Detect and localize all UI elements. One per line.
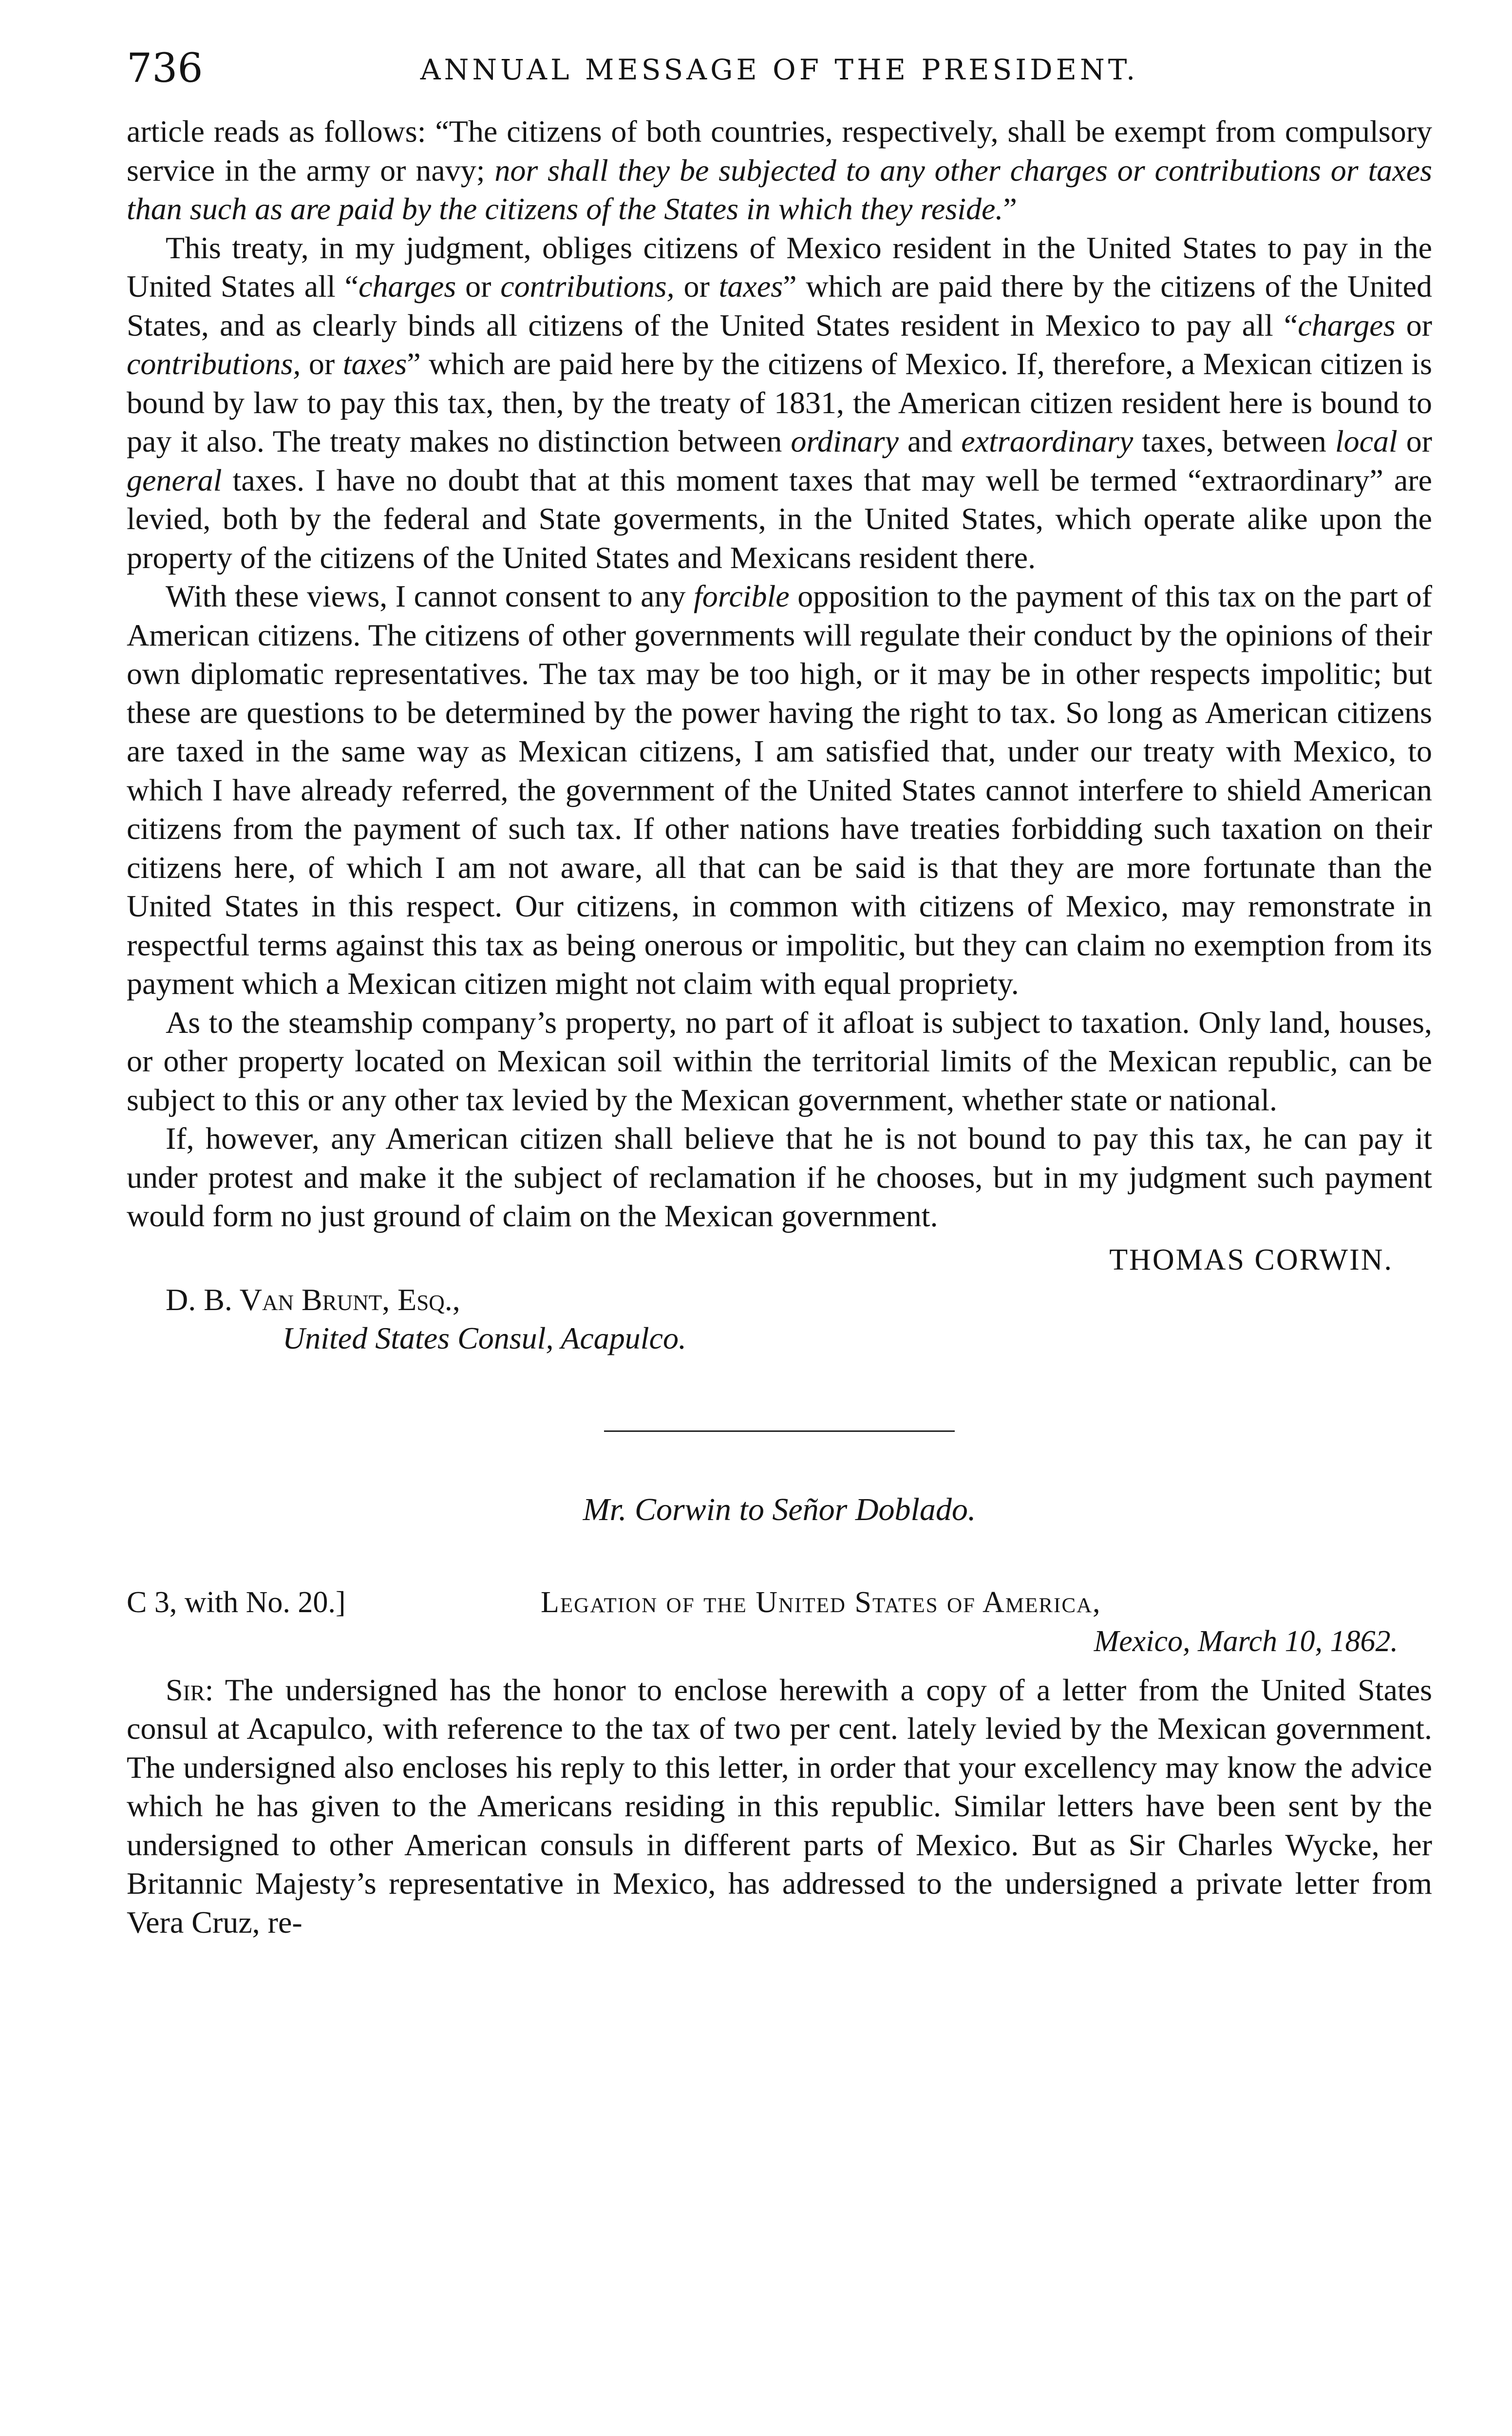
text-run: or: [674, 269, 719, 304]
italic-term: forcible: [694, 579, 790, 613]
place-date: Mexico, March 10, 1862.: [1094, 1624, 1398, 1658]
text-run: ”: [1003, 191, 1017, 226]
italic-term: contributions,: [500, 269, 675, 304]
text-run: article reads as follows: “The citizens of both countries, respectively, shall be exempt from compulsory service in the army or navy;: [127, 114, 1432, 188]
paragraph-treaty-quote: [127, 112, 1432, 228]
italic-term: general: [127, 462, 222, 497]
signature: THOMAS CORWIN.: [1109, 1243, 1393, 1276]
italic-term: extraordinary: [961, 424, 1134, 458]
text-run: or: [1395, 307, 1433, 343]
letter-body-text: The undersigned has the honor to enclose herewith a copy of a letter from the United States consul at Acapulco, with reference to the tax of two per cent. lately levied by the Mexican government. The undersigned also encloses his reply to this letter, in order that your excellency may know the advice which he has given to the Americans residing in this republic. Similar letters have been sent by the undersigned to other American consuls in different parts of Mexico. But as Sir Charles Wycke, her Britannic Majesty’s representative in Mexico, has addressed to the undersigned a private letter from Vera Cruz, re-: [127, 1672, 1432, 1940]
italic-term: local: [1335, 424, 1398, 458]
italic-term: charges: [359, 269, 456, 304]
legation-line: Legation of the United States of America,: [541, 1585, 1101, 1619]
letter-heading: Mr. Corwin to Señor Doblado.: [583, 1491, 976, 1527]
reference-number: C 3, with No. 20.]: [127, 1585, 346, 1619]
letter-dateline: [127, 1583, 1432, 1662]
paragraph-steamship: As to the steamship company’s property, no part of it afloat is subject to taxation. Only land, houses, or other property located on Mexican soil within the territorial limits of the Mexican republic, can be subject to this or any other tax levied by the Mexican government, whether state or national.: [127, 1005, 1432, 1117]
text-run: opposition to the payment of this tax on the part of American citizens. The citizens of other governments will regulate their conduct by the opinions of their own diplomatic representatives. The tax may be too high, or it may be in other respects impolitic; but these are questions to be determined by the power having the right to tax. So long as American citizens are taxed in the same way as Mexican citizens, I am satisfied that, under our treaty with Mexico, to which I have already referred, the government of the United States cannot interfere to shield American citizens from the payment of such tax. If other nations have treaties forbidding such taxation on their citizens here, of which I am not aware, all that can be said is that they are more fortunate than the United States in this respect. Our citizens, in common with citizens of Mexico, may remonstrate in respectful terms against this tax as being onerous or impolitic, but they can claim no exemption from its payment which a Mexican citizen might not claim with equal propriety.: [127, 579, 1433, 1001]
addressee-title: United States Consul, Acapulco.: [283, 1320, 686, 1355]
italic-term: contributions,: [127, 346, 301, 381]
text-run: or: [1397, 424, 1433, 458]
text-run: ” which are paid here by the citizens of Mexico. If, therefore, a Mexican citizen is bound by law to pay this tax, then, by the treaty of 1831, the American citizen resident here is bound to pay it also. The treaty makes no distinction between: [127, 346, 1433, 458]
addressee-block: [127, 1280, 1432, 1357]
text-run: ” which are paid there by the citizens of the United States, and as clearly binds all citizens of the United States resident in Mexico to pay all “: [127, 269, 1433, 343]
text-run: taxes, between: [1133, 424, 1335, 458]
italic-term: charges: [1298, 307, 1396, 343]
paragraph-views: [127, 577, 1432, 1003]
document-page: [127, 45, 1433, 1941]
italic-term: taxes: [718, 269, 783, 304]
salutation: Sir:: [166, 1672, 214, 1707]
page-header: [127, 45, 1432, 112]
italic-term: taxes: [342, 346, 407, 381]
addressee-name: [166, 1280, 1432, 1319]
text-run: or: [301, 346, 343, 381]
text-run: and: [898, 424, 962, 458]
addressee-name-text: D. B. Van Brunt, Esq.,: [166, 1282, 460, 1317]
letter-body: [127, 1671, 1432, 1942]
text-run: With these views, I cannot consent to any: [166, 579, 694, 613]
paragraph-treaty-judgment: [127, 228, 1432, 577]
text-run: taxes. I have no doubt that at this moment taxes that may well be termed “extraordinary” are levied, both by the federal and State goverments, in the United States, which operate alike upon the property of the citizens of the United States and Mexicans resident there.: [127, 462, 1432, 575]
paragraph-protest: If, however, any American citizen shall believe that he is not bound to pay this tax, he can pay it under protest and make it the subject of reclamation if he chooses, but in my judgment such payment would form no just ground of claim on the Mexican government.: [127, 1121, 1432, 1233]
text-run: This treaty, in my judgment, obliges citizens of Mexico resident in the United States to pay in the United States all “: [127, 230, 1432, 304]
italic-quote: nor shall they be subjected to any other charges or contributions or taxes than such as are paid by the citizens of the States in which they reside.: [127, 152, 1432, 226]
italic-term: ordinary: [791, 424, 899, 458]
running-head: ANNUAL MESSAGE OF THE PRESIDENT.: [420, 53, 1139, 86]
section-divider: [604, 1430, 955, 1432]
page-number: 736: [127, 45, 203, 92]
text-run: or: [456, 269, 501, 304]
